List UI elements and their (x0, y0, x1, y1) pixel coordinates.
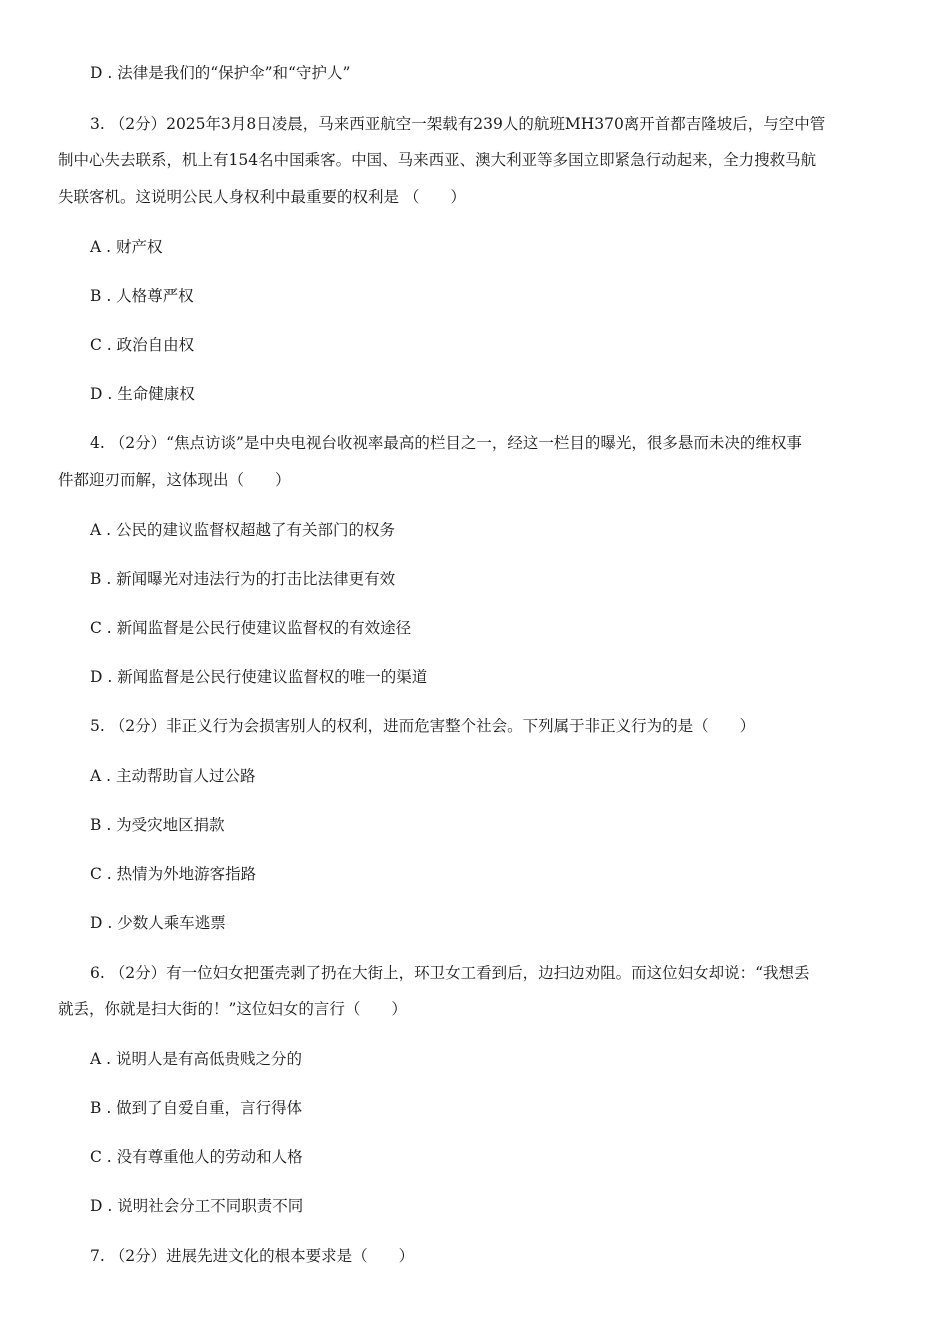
q6-option-b: B . 做到了自爱自重，言行得体 (90, 1099, 303, 1117)
q3-stem-line2: 制中心失去联系，机上有154名中国乘客。中国、马来西亚、澳大利亚等多国立即紧急行动起来，全力搜救马航 (58, 151, 817, 169)
q6-option-d: D . 说明社会分工不同职责不同 (90, 1197, 304, 1215)
q5-option-c: C . 热情为外地游客指路 (90, 865, 257, 883)
q4-stem-line1: 4. （2分）“焦点访谈”是中央电视台收视率最高的栏目之一，经这一栏目的曝光，很多悬而未决的维权事 (90, 434, 802, 452)
q5-stem-line1: 5. （2分）非正义行为会损害别人的权利，进而危害整个社会。下列属于非正义行为的是（ ） (90, 717, 756, 735)
q5-option-b: B . 为受灾地区捐款 (90, 816, 225, 834)
q3-option-d: D . 生命健康权 (90, 385, 195, 403)
q3-option-c: C . 政治自由权 (90, 336, 195, 354)
q5-option-a: A . 主动帮助盲人过公路 (90, 767, 256, 785)
q2-option-d: D . 法律是我们的“保护伞”和“守护人” (90, 64, 351, 82)
q6-stem-line1: 6. （2分）有一位妇女把蛋壳剥了扔在大街上，环卫女工看到后，边扫边劝阻。而这位妇女却说：“我想丢 (90, 964, 810, 982)
q3-option-a: A . 财产权 (90, 238, 163, 256)
q4-stem-line2: 件都迎刃而解，这体现出（ ） (58, 471, 291, 489)
q5-option-d: D . 少数人乘车逃票 (90, 914, 226, 932)
q4-option-a: A . 公民的建议监督权超越了有关部门的权务 (90, 521, 395, 539)
q4-option-d: D . 新闻监督是公民行使建议监督权的唯一的渠道 (90, 668, 428, 686)
q4-option-c: C . 新闻监督是公民行使建议监督权的有效途径 (90, 619, 412, 637)
q6-stem-line2: 就丢，你就是扫大街的！”这位妇女的言行（ ） (58, 1000, 407, 1018)
q6-option-c: C . 没有尊重他人的劳动和人格 (90, 1148, 303, 1166)
q4-option-b: B . 新闻曝光对违法行为的打击比法律更有效 (90, 570, 396, 588)
q3-option-b: B . 人格尊严权 (90, 287, 194, 305)
q6-option-a: A . 说明人是有高低贵贱之分的 (90, 1050, 302, 1068)
q7-stem-line1: 7. （2分）进展先进文化的根本要求是（ ） (90, 1247, 415, 1265)
q3-stem-line3: 失联客机。这说明公民人身权利中最重要的权利是 （ ） (58, 188, 466, 206)
q3-stem-line1: 3. （2分）2025年3月8日凌晨，马来西亚航空一架载有239人的航班MH370离开首都吉隆坡后，与空中管 (90, 115, 826, 133)
